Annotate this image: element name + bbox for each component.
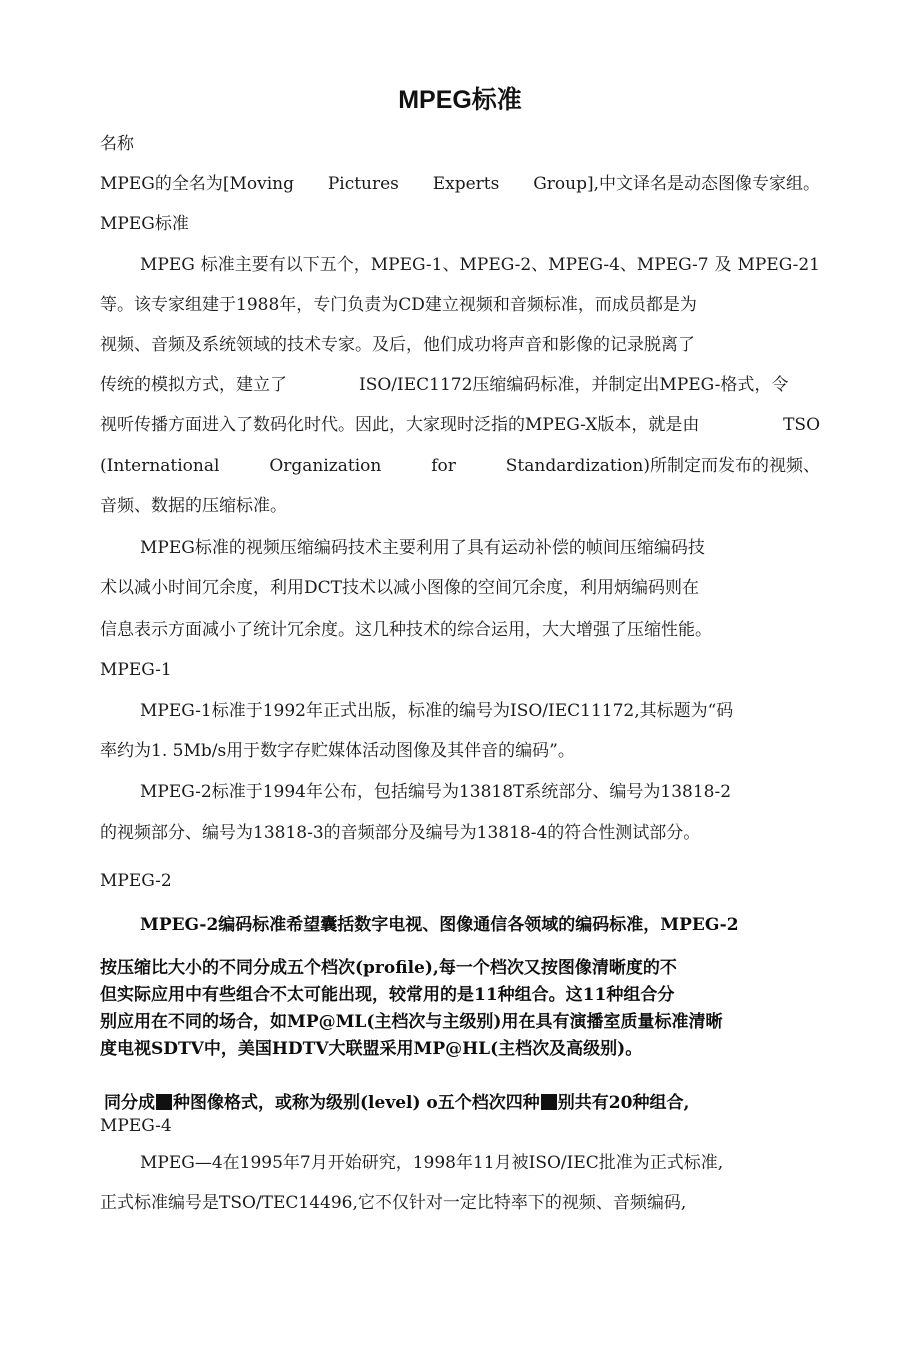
heading-mpeg2: MPEG-2 [100,871,172,891]
para5-line4: 别应用在不同的场合，如MP@ML(主档次与主级别)用在具有演播室质量标准清晰 [100,1012,723,1032]
intro-lead: MPEG的全名为[Moving [100,174,294,194]
para5-l6-b: 种图像格式，或称为级别(level) o五个档次四种 [173,1093,540,1113]
para1-line5 [100,414,820,436]
para1-l6-b: Organization [269,456,382,476]
para1-l1-a: MPEG [140,255,195,275]
intro-word-pictures: Pictures [327,174,399,194]
para5-line1: MPEG-2编码标准希望囊括数字电视、图像通信各领域的编码标准，MPEG-2 [140,915,739,935]
para5-line5: 度电视SDTV中，美国HDTV大联盟采用MP@HL(主档次及高级别)。 [100,1039,643,1059]
intro-word-experts: Experts [432,174,500,194]
para4-line1: MPEG-2标准于1994年公布，包括编号为13818T系统部分、编号为13818-2 [140,782,732,802]
para1-line1 [140,254,820,276]
para1-line2: 等。该专家组建于1988年，专门负责为CD建立视频和音频标准，而成员都是为 [100,295,697,315]
para1-l4-b: ISO/IEC1172压缩编码标准，并制定出MPEG-格式，令 [359,375,789,395]
para5-line3: 但实际应用中有些组合不太可能出现，较常用的是11种组合。这11种组合分 [100,985,675,1005]
para2-line3: 信息表示方面减小了统计冗余度。这几种技术的综合运用，大大增强了压缩性能。 [100,620,712,640]
para1-line7: 音频、数据的压缩标准。 [100,496,287,516]
para4-line2: 的视频部分、编号为13818-3的音频部分及编号为13818-4的符合性测试部分。 [100,823,701,843]
heading-mpeg4: MPEG-4 [100,1116,172,1136]
para3-line1: MPEG-1标准于1992年正式出版，标准的编号为ISO/IEC11172,其标题为“码 [140,701,734,721]
para1-l6-a: (International [100,456,220,476]
garbled-glyph-icon [541,1094,557,1110]
heading-mpeg1: MPEG-1 [100,660,172,680]
para1-l1-c: 及 [714,255,732,275]
intro-tail: Group],中文译名是动态图像专家组。 [533,174,820,194]
para6-line2: 正式标准编号是TSO/TEC14496,它不仅针对一定比特率下的视频、音频编码, [100,1193,687,1213]
para6-line1: MPEG—4在1995年7月开始研究，1998年11月被ISO/IEC批准为正式标准, [140,1153,724,1173]
para5-l6-c: 别共有20种组合, [557,1093,690,1113]
para5-line2: 按压缩比大小的不同分成五个档次(profile),每一个档次又按图像清晰度的不 [100,958,677,978]
heading-name: 名称 [100,134,134,154]
para1-l1-d: MPEG-21 [737,255,820,275]
para1-l5-b: TSO [783,415,820,435]
para1-l1-b: 标准主要有以下五个，MPEG-1、MPEG-2、MPEG-4、MPEG-7 [200,255,709,275]
para1-line6 [100,455,820,477]
para5-line6 [104,1092,689,1114]
para1-l6-c: for [431,456,456,476]
para1-l5-a: 视听传播方面进入了数码化时代。因此，大家现时泛指的MPEG-X版本，就是由 [100,415,700,435]
page-title: MPEG标准 [398,86,522,114]
para2-line2: 术以减小时间冗余度，利用DCT技术以减小图像的空间冗余度，利用炳编码则在 [100,578,699,598]
para1-l6-d: Standardization)所制定而发布的视频、 [505,456,820,476]
heading-mpeg-standard: MPEG标准 [100,214,189,234]
para1-line4 [100,374,788,396]
intro-line [100,173,820,195]
para1-line3: 视频、音频及系统领域的技术专家。及后，他们成功将声音和影像的记录脱离了 [100,335,695,355]
para1-l4-a: 传统的模拟方式，建立了 [100,375,287,395]
para2-line1: MPEG标准的视频压缩编码技术主要利用了具有运动补偿的帧间压缩编码技 [140,538,705,558]
garbled-glyph-icon [156,1094,172,1110]
para5-l6-a: 同分成 [104,1093,155,1113]
para3-line2: 率约为1. 5Mb/s用于数字存贮媒体活动图像及其伴音的编码”。 [100,741,575,761]
